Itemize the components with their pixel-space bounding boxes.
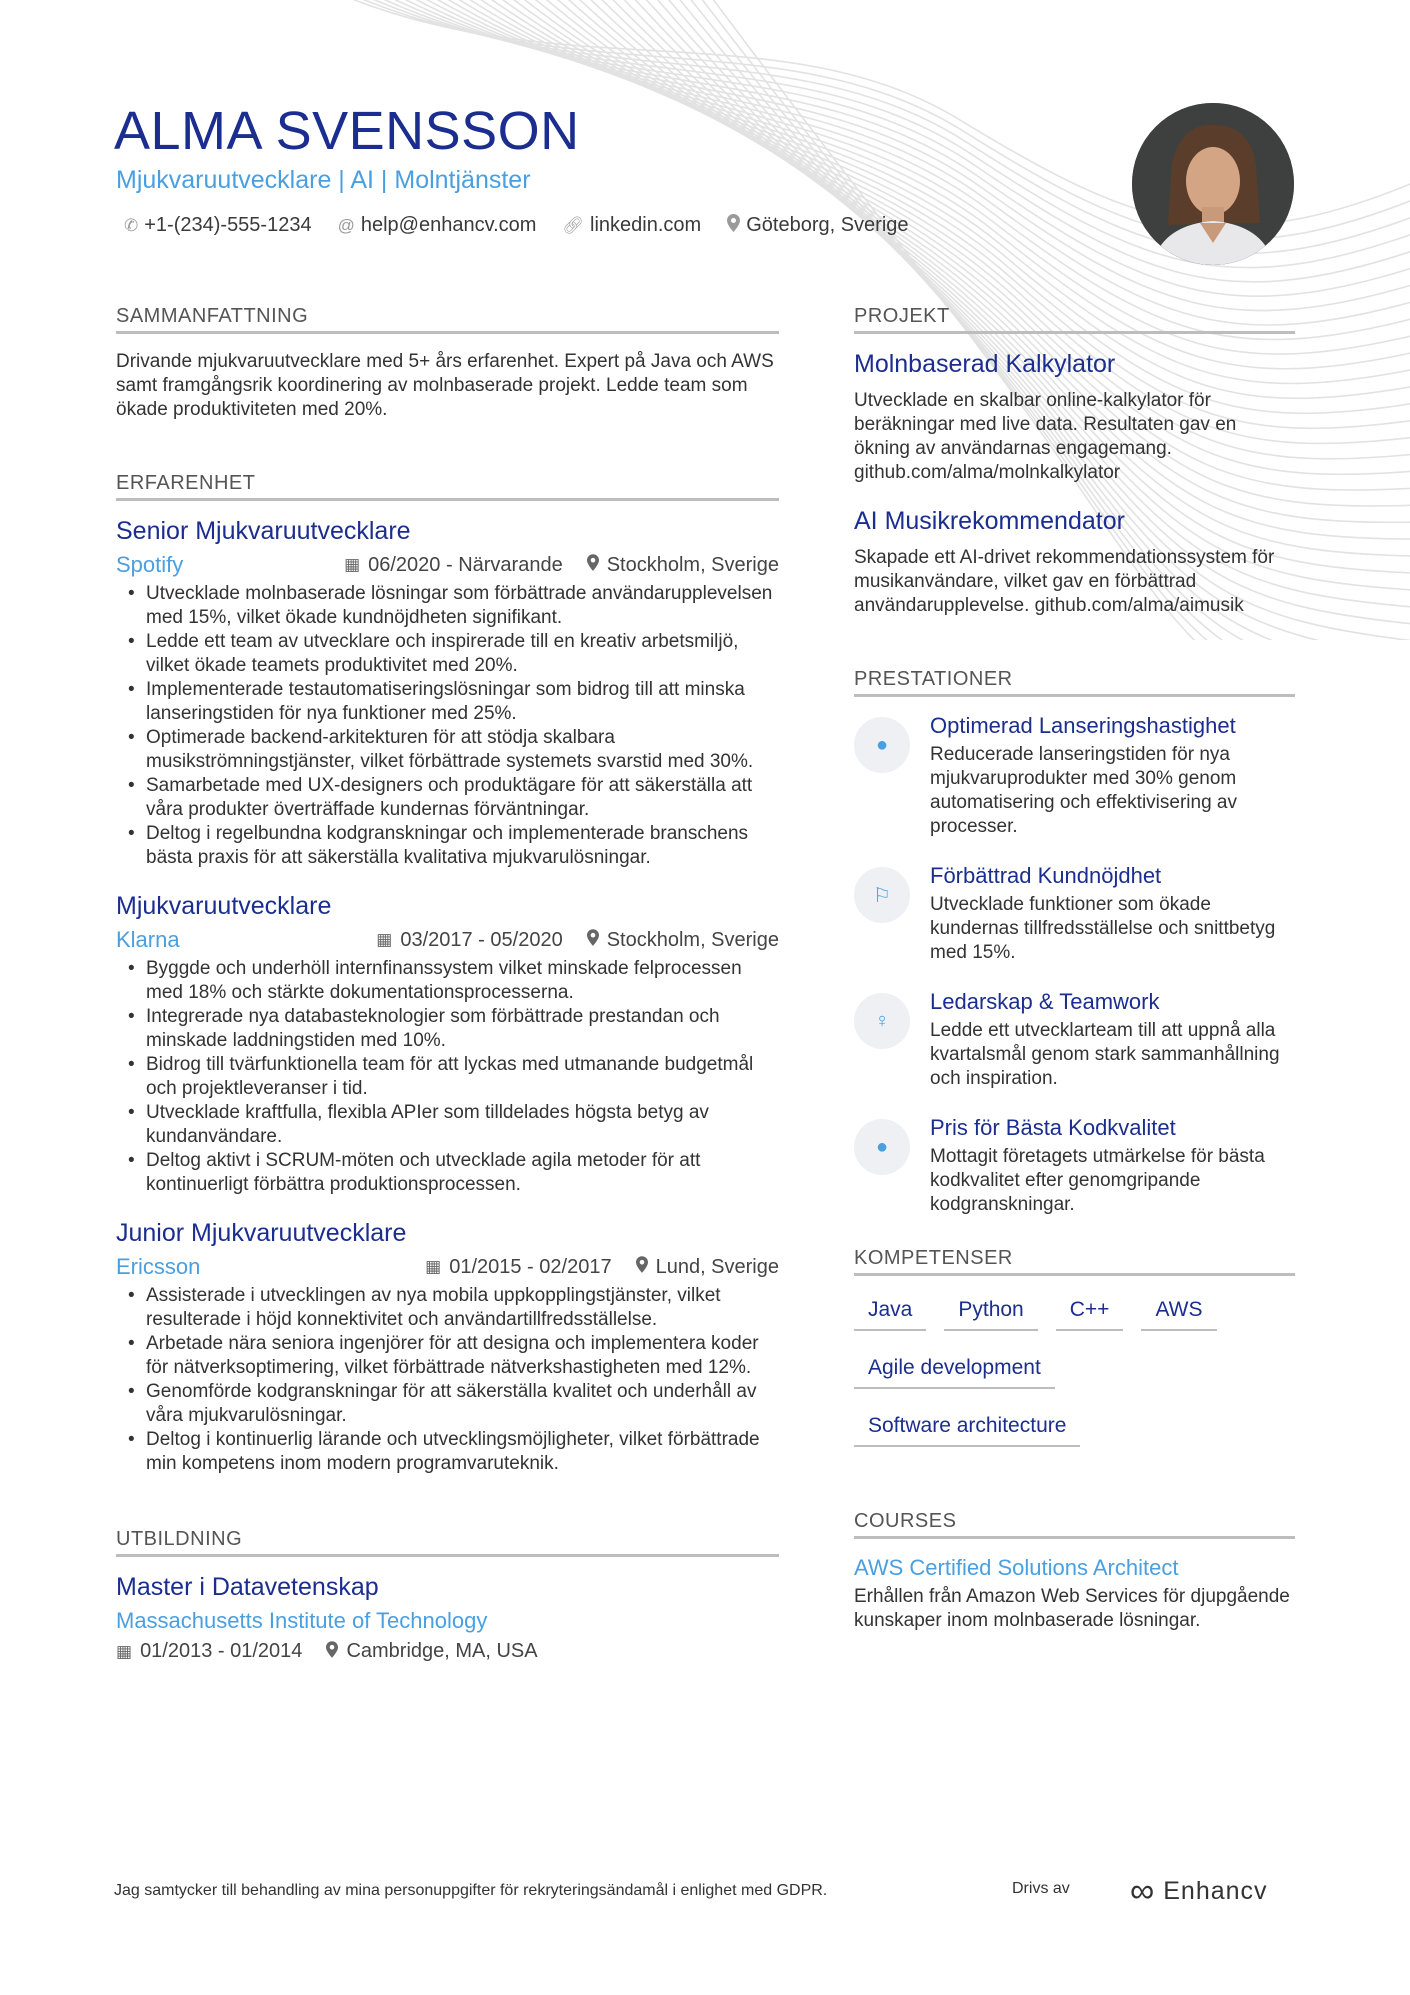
right-column	[854, 305, 1295, 1633]
project-title: AI Musikrekommendator	[854, 507, 1125, 535]
candidate-name: ALMA SVENSSON	[114, 101, 580, 161]
contact-bar	[124, 214, 935, 237]
job-meta	[116, 1254, 779, 1280]
gdpr-consent: Jag samtycker till behandling av mina personuppgifter för rekryteringsändamål i enlighet med GDPR.	[114, 1882, 828, 1899]
job-title: Mjukvaruutvecklare	[116, 892, 332, 920]
achievement-title: Ledarskap & Teamwork	[930, 989, 1160, 1014]
achievement-item	[854, 713, 1295, 839]
courses-section	[854, 1510, 1295, 1633]
bullet-item: • Samarbetade med UX-designers och produktägare för att säkerställa att våra produkter överträffade kundernas förväntningar.	[146, 774, 779, 822]
bullet-item: • Utvecklade molnbaserade lösningar som förbättrade användarupplevelsen med 15%, vilket ökade kundnöjdheten signifikant.	[146, 582, 779, 630]
phone-icon: ✆	[124, 215, 139, 235]
job-location	[587, 929, 779, 952]
achievement-body	[930, 989, 1295, 1091]
job-entry	[116, 892, 779, 1197]
achievement-body	[930, 713, 1295, 839]
location-text: Stockholm, Sverige	[606, 928, 779, 951]
calendar-icon: ▦	[344, 555, 361, 574]
achievement-item	[854, 863, 1295, 965]
skill-tag: Agile development	[854, 1356, 1055, 1389]
education-meta	[116, 1640, 779, 1663]
achievement-item	[854, 1115, 1295, 1217]
date-text: 01/2013 - 01/2014	[140, 1640, 303, 1662]
job-title: Junior Mjukvaruutvecklare	[116, 1219, 407, 1247]
bullet-item: • Arbetade nära seniora ingenjörer för att designa och implementera koder för nätverksoptimering, vilket förbättrade nätverkshastigheten med 12%.	[146, 1332, 779, 1380]
summary-text: Drivande mjukvaruutvecklare med 5+ års erfarenhet. Expert på Java och AWS samt framgångsrik koordinering av molnbaserade projekt. Ledde team som ökade produktiviteten med 20%.	[116, 351, 774, 420]
achievement-text: Utvecklade funktioner som ökade kundernas tillfredsställelse och snittbetyg med 15%.	[930, 894, 1276, 963]
job-bullets	[116, 582, 779, 870]
project-entry	[854, 507, 1295, 618]
skill-tag: Java	[854, 1298, 926, 1331]
location-text: Stockholm, Sverige	[606, 553, 779, 576]
brand-text: Enhancv	[1163, 1877, 1268, 1905]
achievement-body	[930, 863, 1295, 965]
calendar-icon: ▦	[116, 1641, 133, 1661]
job-entry	[116, 517, 779, 870]
bullet-item: • Assisterade i utvecklingen av nya mobila uppkopplingstjänster, vilket resulterade i höjd konnektivitet och användartillfredsställelse.	[146, 1284, 779, 1332]
achievements-section	[854, 668, 1295, 1217]
profile-photo	[1132, 103, 1294, 265]
experience-section	[116, 472, 779, 1476]
education-heading: UTBILDNING	[116, 1528, 779, 1557]
bullet-item: • Deltog i regelbundna kodgranskningar och implementerade branschens bästa praxis för att säkerställa kvalitativa mjukvarulösningar.	[146, 822, 779, 870]
link-icon: 🔗︎	[562, 215, 585, 235]
education-section	[116, 1528, 779, 1663]
contact-email[interactable]	[338, 214, 537, 237]
bullet-item: • Implementerade testautomatiseringslösningar som bidrog till att minska lanseringstiden för nya funktioner med 25%.	[146, 678, 779, 726]
education-dates	[116, 1640, 302, 1663]
projects-heading: PROJEKT	[854, 305, 1295, 334]
contact-linkedin[interactable]	[562, 214, 701, 237]
bullet-item: • Deltog aktivt i SCRUM-möten och utvecklade agila metoder för att kontinuerligt förbättra produktionsprocessen.	[146, 1149, 779, 1197]
brain-icon: ●	[854, 1119, 910, 1175]
skills-section	[854, 1247, 1295, 1472]
location-icon	[587, 929, 599, 951]
project-text: Utvecklade en skalbar online-kalkylator för beräkningar med live data. Resultaten gav en ökning av användarnas engagemang. github.com/alma/molnkalkylator	[854, 390, 1237, 483]
job-entry	[116, 1219, 779, 1476]
course-text: Erhållen från Amazon Web Services för djupgående kunskaper inom molnbaserade lösningar.	[854, 1586, 1290, 1631]
achievement-body	[930, 1115, 1295, 1217]
company-name: Ericsson	[116, 1254, 201, 1279]
experience-heading: ERFARENHET	[116, 472, 779, 501]
course-title: AWS Certified Solutions Architect	[854, 1555, 1179, 1580]
job-bullets	[116, 1284, 779, 1476]
left-column	[116, 305, 779, 1667]
job-bullets	[116, 957, 779, 1197]
flag-icon: ⚐	[854, 867, 910, 923]
location-icon	[326, 1641, 338, 1663]
job-dates	[376, 929, 562, 952]
bullet-item: • Ledde ett team av utvecklare och inspirerade till en kreativ arbetsmiljö, vilket ökade teamets produktivitet med 20%.	[146, 630, 779, 678]
summary-heading: SAMMANFATTNING	[116, 305, 779, 334]
bullet-item: • Optimerade backend-arkitekturen för att stödja skalbara musikströmningstjänster, vilket förbättrade systemets svarstid med 30%.	[146, 726, 779, 774]
location-icon	[636, 1256, 648, 1278]
job-dates	[344, 554, 563, 577]
contact-location	[727, 214, 908, 237]
degree-title: Master i Datavetenskap	[116, 1573, 379, 1601]
location-icon	[727, 214, 740, 237]
at-icon: @	[337, 215, 355, 235]
job-meta	[116, 927, 779, 953]
project-title: Molnbaserad Kalkylator	[854, 350, 1116, 378]
job-title: Senior Mjukvaruutvecklare	[116, 517, 411, 545]
headline: Mjukvaruutvecklare | AI | Molntjänster	[116, 166, 531, 194]
company-name: Spotify	[116, 552, 184, 577]
achievement-text: Reducerade lanseringstiden för nya mjukvaruprodukter med 30% genom automatisering och effektivisering av processer.	[930, 744, 1237, 837]
achievement-item	[854, 989, 1295, 1091]
phone-text: +1-(234)-555-1234	[144, 214, 312, 236]
brain-icon: ●	[854, 717, 910, 773]
email-text[interactable]: help@enhancv.com	[360, 214, 537, 236]
skill-tag: C++	[1056, 1298, 1124, 1331]
skills-list	[854, 1298, 1295, 1472]
company-name: Klarna	[116, 927, 180, 952]
date-text: 06/2020 - Närvarande	[368, 553, 563, 576]
achievement-title: Pris för Bästa Kodkvalitet	[930, 1115, 1176, 1140]
projects-section	[854, 305, 1295, 618]
date-text: 01/2015 - 02/2017	[449, 1255, 612, 1278]
achievement-title: Optimerad Lanseringshastighet	[930, 713, 1236, 738]
linkedin-text[interactable]: linkedin.com	[590, 214, 702, 236]
project-text: Skapade ett AI-drivet rekommendationssystem för musikanvändare, vilket gav en förbättrad användarupplevelse. github.com/alma/aimusik	[854, 547, 1275, 616]
achievement-title: Förbättrad Kundnöjdhet	[930, 863, 1162, 888]
bullet-item: • Integrerade nya databasteknologier som förbättrade prestandan och minskade laddningstiden med 10%.	[146, 1005, 779, 1053]
education-location	[326, 1640, 537, 1663]
achievement-text: Ledde ett utvecklarteam till att uppnå alla kvartalsmål genom stark sammanhållning och inspiration.	[930, 1020, 1280, 1089]
skill-tag: Software architecture	[854, 1414, 1080, 1447]
calendar-icon: ▦	[376, 930, 393, 949]
infinity-icon: ∞	[1130, 1872, 1156, 1910]
location-text: Lund, Sverige	[655, 1255, 779, 1278]
bullet-item: • Genomförde kodgranskningar för att säkerställa kvalitet och underhåll av våra mjukvarulösningar.	[146, 1380, 779, 1428]
calendar-icon: ▦	[425, 1257, 442, 1276]
contact-phone	[124, 214, 312, 237]
achievement-text: Mottagit företagets utmärkelse för bästa kodkvalitet efter genomgripande kodgranskningar.	[930, 1146, 1265, 1215]
powered-by-label: Drivs av	[1012, 1880, 1070, 1897]
date-text: 03/2017 - 05/2020	[400, 928, 563, 951]
bullet-item: • Deltog i kontinuerlig lärande och utvecklingsmöjligheter, vilket förbättrade min kompetens inom modern programvaruteknik.	[146, 1428, 779, 1476]
project-entry	[854, 350, 1295, 485]
job-location	[587, 554, 779, 577]
lightbulb-icon: ♀	[854, 993, 910, 1049]
skill-tag: AWS	[1141, 1298, 1216, 1331]
location-text: Cambridge, MA, USA	[346, 1640, 538, 1662]
skill-tag: Python	[944, 1298, 1037, 1331]
bullet-item: • Byggde och underhöll internfinanssystem vilket minskade felprocessen med 18% och stärkte dokumentationsprocesserna.	[146, 957, 779, 1005]
summary-section	[116, 305, 779, 422]
location-text: Göteborg, Sverige	[746, 214, 909, 236]
location-icon	[587, 554, 599, 576]
bullet-item: • Utvecklade kraftfulla, flexibla APIer som tilldelades högsta betyg av kundanvändare.	[146, 1101, 779, 1149]
job-meta	[116, 552, 779, 578]
achievements-heading: PRESTATIONER	[854, 668, 1295, 697]
bullet-item: • Bidrog till tvärfunktionella team för att lyckas med utmanande budgetmål och projektleveranser i tid.	[146, 1053, 779, 1101]
school-name: Massachusetts Institute of Technology	[116, 1608, 488, 1633]
courses-heading: COURSES	[854, 1510, 1295, 1539]
job-location	[636, 1256, 779, 1279]
job-dates	[425, 1256, 611, 1279]
skills-heading: KOMPETENSER	[854, 1247, 1295, 1276]
enhancv-logo[interactable]	[1130, 1872, 1268, 1911]
